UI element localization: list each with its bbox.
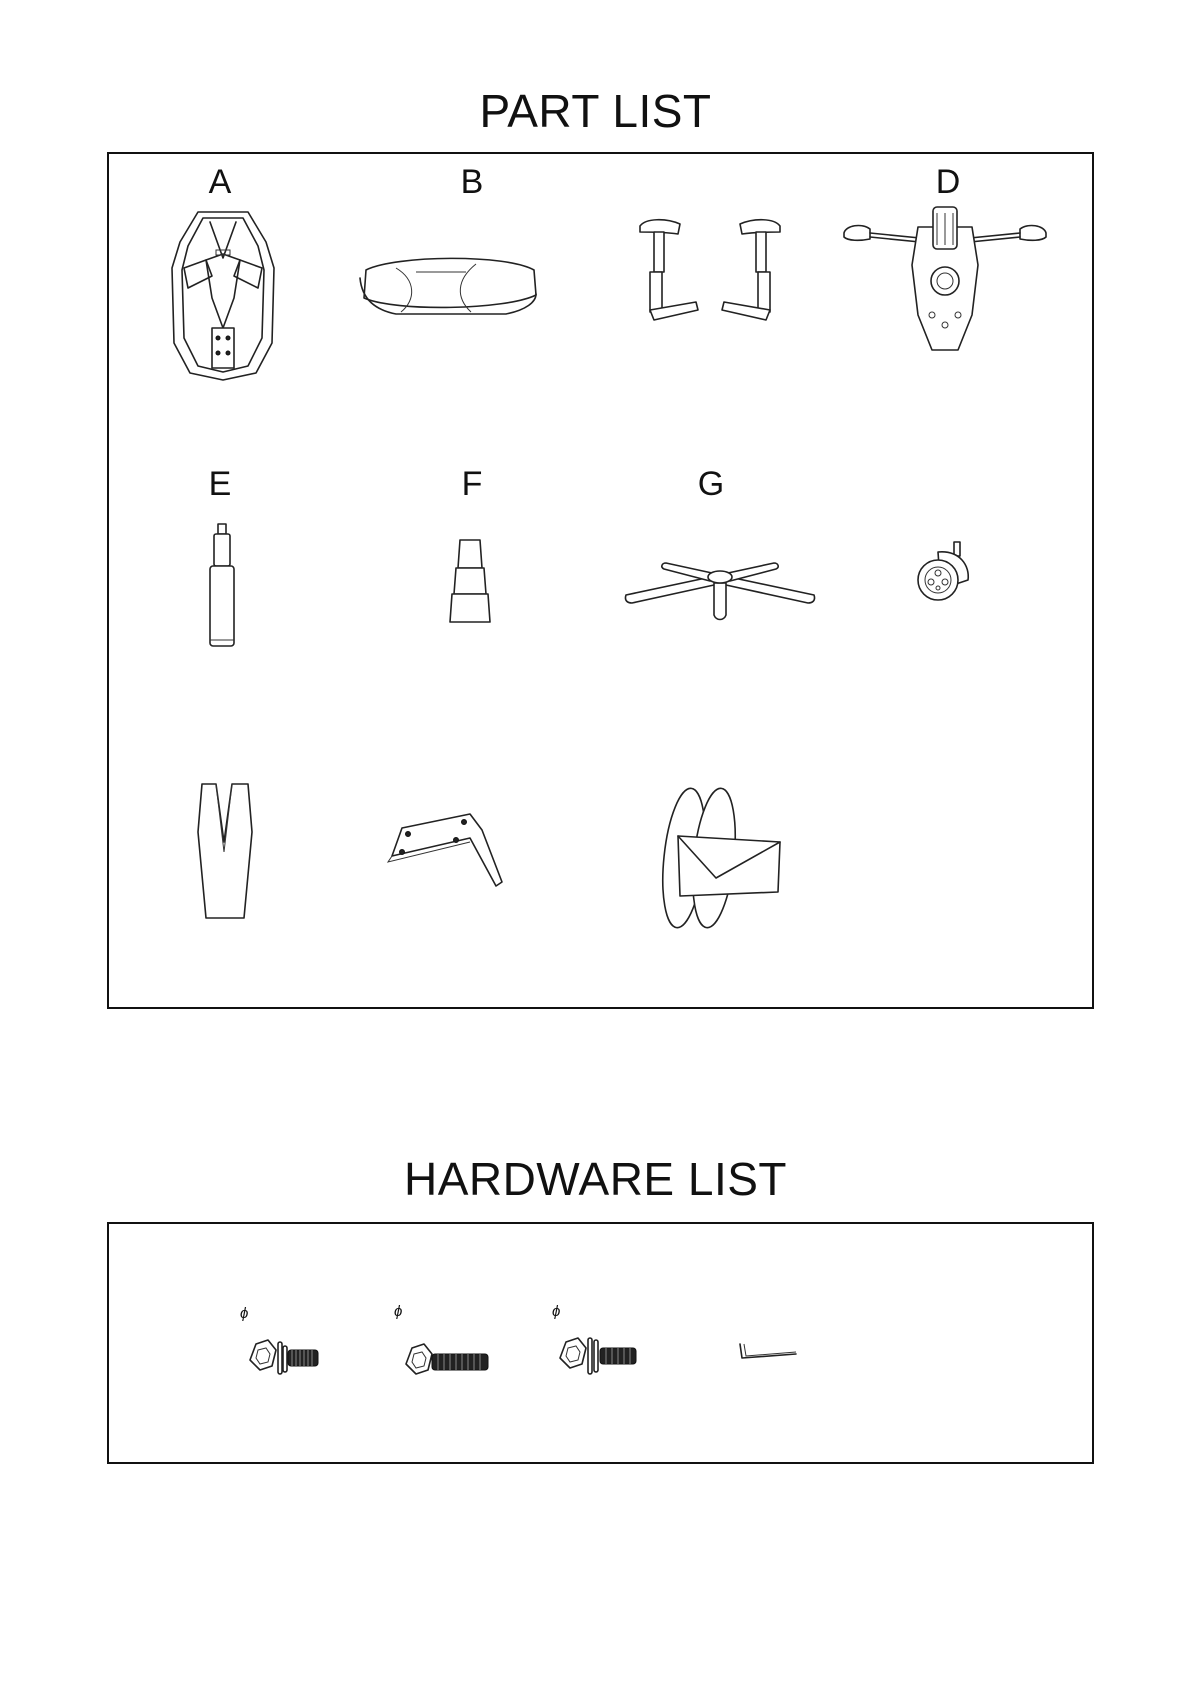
side-covers-pillow-illustration (662, 788, 792, 932)
bolt-with-washers-alt-icon (556, 1334, 640, 1382)
part-label-f: F (461, 465, 483, 503)
bolt-3-diameter-symbol: ϕ (552, 1303, 561, 1320)
bolt-with-washers-icon (246, 1338, 322, 1382)
caster-wheel-illustration (910, 540, 974, 602)
mounting-bracket-illustration (384, 812, 510, 890)
part-label-d: D (935, 163, 961, 201)
bolt-2-diameter-symbol: ϕ (394, 1303, 403, 1320)
part-label-a: A (208, 163, 232, 201)
long-bolt-icon (402, 1342, 490, 1382)
back-cover-illustration (196, 782, 256, 922)
gas-lift-cover-illustration (448, 538, 492, 624)
backrest-illustration (168, 208, 278, 383)
hardware-list-title: HARDWARE LIST (403, 1153, 788, 1205)
chair-base-illustration (622, 555, 818, 623)
part-label-b: B (460, 163, 484, 201)
seat-cushion-illustration (356, 250, 541, 322)
part-list-title: PART LIST (479, 85, 712, 137)
bolt-1-diameter-symbol: ϕ (240, 1305, 249, 1322)
part-label-e: E (208, 465, 232, 503)
armrests-illustration (636, 218, 784, 328)
gas-lift-illustration (205, 522, 239, 652)
tilt-mechanism-illustration (840, 205, 1050, 355)
part-label-g: G (697, 465, 725, 503)
allen-key-icon (736, 1342, 800, 1370)
